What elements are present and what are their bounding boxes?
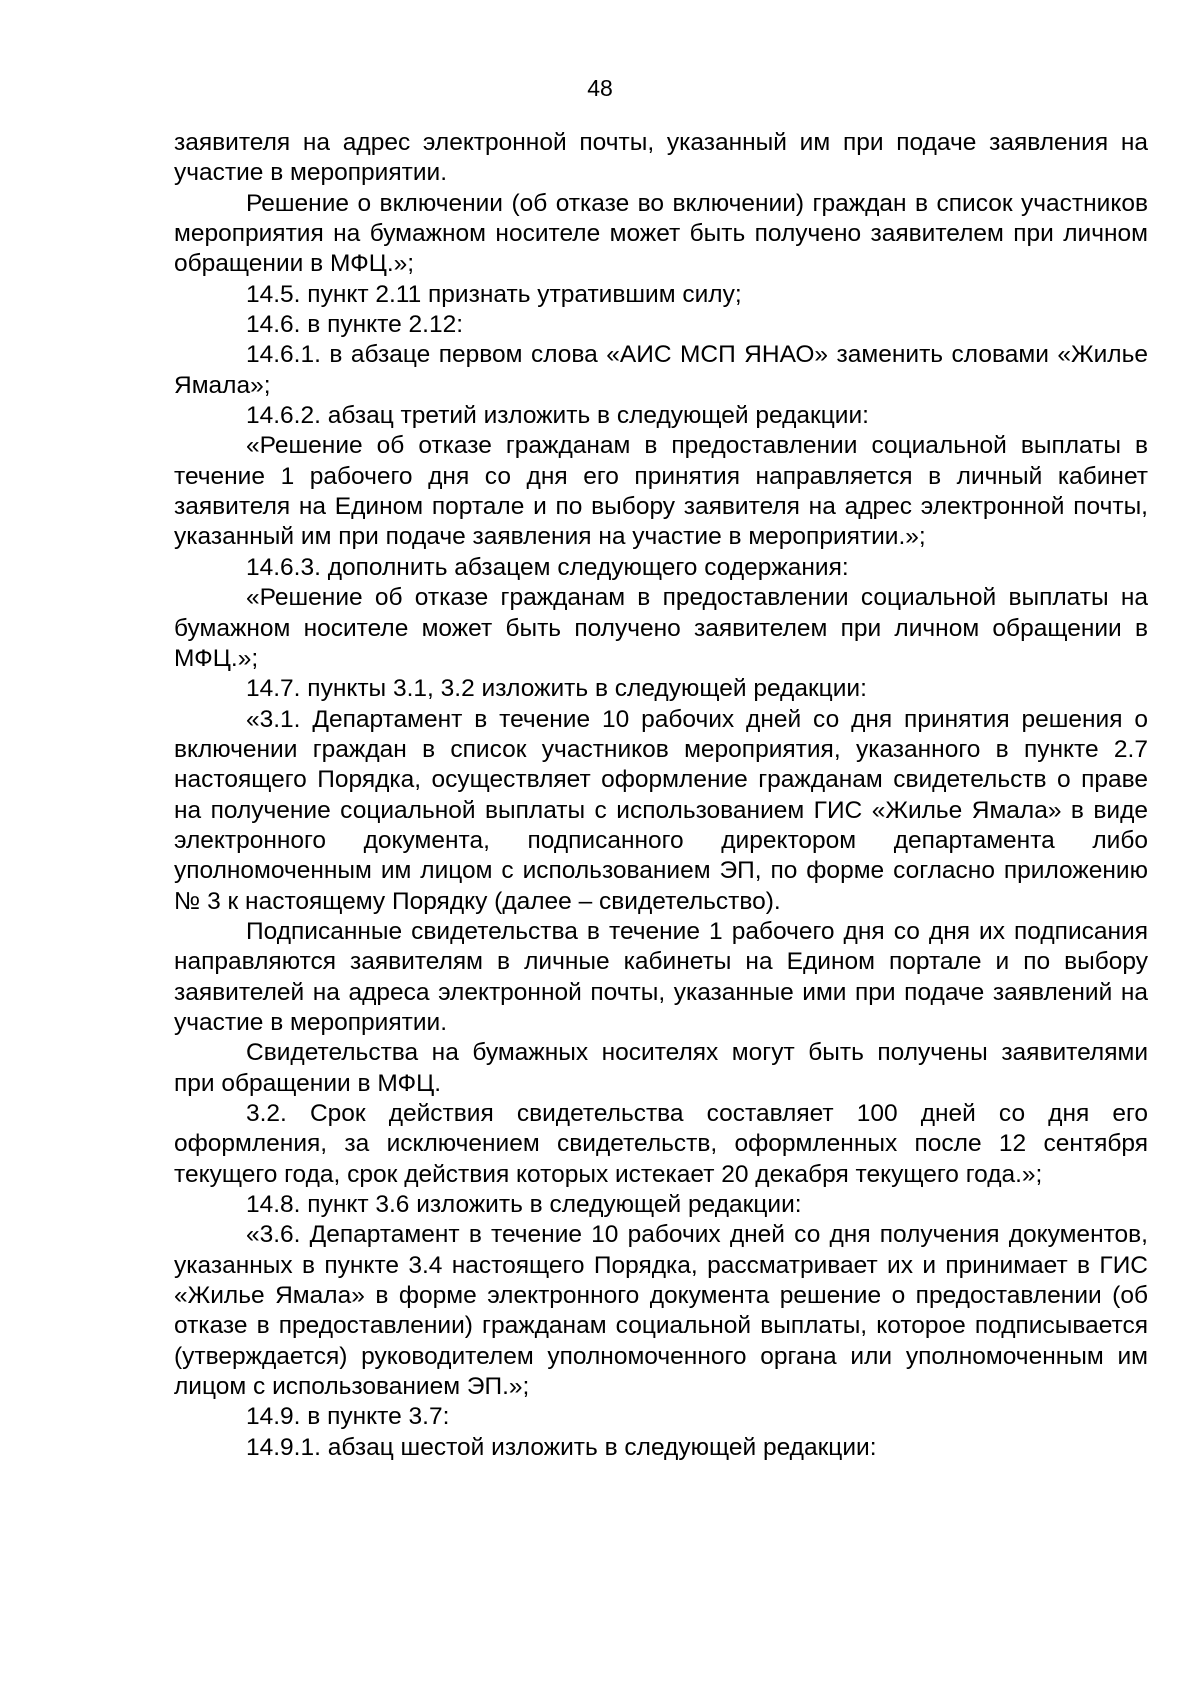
paragraph: 3.2. Срок действия свидетельства составляет 100 дней со дня его оформления, за исключением свидетельств, оформленных после 12 сентября текущего года, срок действия которых истекает 20 декабря текущего года.»;	[174, 1100, 1148, 1188]
paragraph: Решение о включении (об отказе во включении) граждан в список участников мероприятия на бумажном носителе может быть получено заявителем при личном обращении в МФЦ.»;	[174, 189, 1148, 278]
document-body	[174, 128, 1148, 1463]
paragraph: 14.8. пункт 3.6 изложить в следующей редакции:	[246, 1191, 802, 1219]
paragraph: 14.5. пункт 2.11 признать утратившим силу;	[246, 280, 742, 308]
paragraph: 14.6.1. в абзаце первом слова «АИС МСП ЯНАО» заменить словами «Жилье Ямала»;	[174, 341, 1148, 399]
page-number: 48	[587, 75, 613, 101]
paragraph: Подписанные свидетельства в течение 1 рабочего дня со дня их подписания направляются заявителям в личные кабинеты на Едином портале и по выбору заявителей на адреса электронной почты, указанные ими при подаче заявлений на участие в мероприятии.	[174, 917, 1148, 1036]
paragraph: 14.7. пункты 3.1, 3.2 изложить в следующей редакции:	[246, 675, 867, 703]
paragraph: Свидетельства на бумажных носителях могут быть получены заявителями при обращении в МФЦ.	[174, 1039, 1148, 1097]
paragraph: 14.9.1. абзац шестой изложить в следующей редакции:	[246, 1433, 877, 1461]
paragraph: «Решение об отказе гражданам в предоставлении социальной выплаты на бумажном носителе может быть получено заявителем при личном обращении в МФЦ.»;	[174, 584, 1148, 672]
paragraph: «3.6. Департамент в течение 10 рабочих дней со дня получения документов, указанных в пункте 3.4 настоящего Порядка, рассматривает их и принимает в ГИС «Жилье Ямала» в форме электронного документа решение о предоставлении (об отказе в предоставлении) гражданам социальной выплаты, которое подписывается (утверждается) руководителем уполномоченного органа или уполномоченным им лицом с использованием ЭП.»;	[174, 1221, 1148, 1401]
paragraph: заявителя на адрес электронной почты, указанный им при подаче заявления на участие в мероприятии.	[174, 129, 1148, 187]
paragraph: 14.6.3. дополнить абзацем следующего содержания:	[246, 553, 849, 581]
paragraph: «Решение об отказе гражданам в предоставлении социальной выплаты в течение 1 рабочего дня со дня его принятия направляется в личный кабинет заявителя на Едином портале и по выбору заявителя на адрес электронной почты, указанный им при подаче заявления на участие в мероприятии.»;	[174, 432, 1148, 551]
paragraph: «3.1. Департамент в течение 10 рабочих дней со дня принятия решения о включении граждан в список участников мероприятия, указанного в пункте 2.7 настоящего Порядка, осуществляет оформление гражданам свидетельств о праве на получение социальной выплаты с использованием ГИС «Жилье Ямала» в виде электронного документа, подписанного директором департамента либо уполномоченным им лицом с использованием ЭП, по форме согласно приложению № 3 к настоящему Порядку (далее – свидетельство).	[174, 705, 1148, 915]
paragraph: 14.6.2. абзац третий изложить в следующей редакции:	[246, 402, 869, 430]
paragraph: 14.9. в пункте 3.7:	[246, 1403, 450, 1431]
paragraph: 14.6. в пункте 2.12:	[246, 311, 464, 339]
